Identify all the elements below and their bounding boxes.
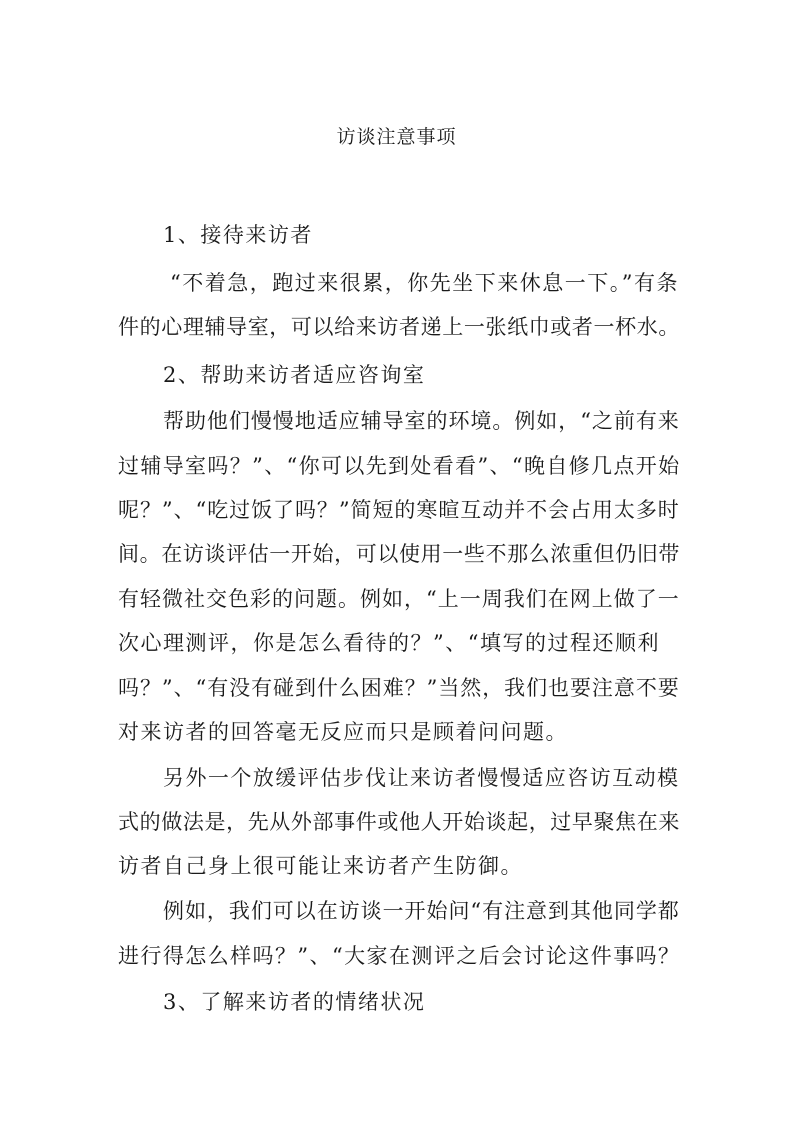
- paragraph-line: 吗？”、“有没有碰到什么困难？”当然，我们也要注意不要: [118, 676, 680, 700]
- paragraph-line: 式的做法是，先从外部事件或他人开始谈起，过早聚焦在来: [118, 810, 680, 834]
- paragraph-line: 例如，我们可以在访谈一开始问“有注意到其他同学都: [163, 899, 680, 923]
- section3-heading: 3、了解来访者的情绪状况: [163, 990, 426, 1014]
- paragraph-line: 呢？”、“吃过饭了吗？”简短的寒暄互动并不会占用太多时: [118, 498, 680, 522]
- paragraph-line: 另外一个放缓评估步伐让来访者慢慢适应咨访互动模: [163, 766, 680, 790]
- paragraph-line: 访者自己身上很可能让来访者产生防御。: [118, 854, 523, 878]
- paragraph-line: 有轻微社交色彩的问题。例如，“上一周我们在网上做了一: [118, 587, 680, 611]
- section1-heading: 1、接待来访者: [163, 223, 313, 247]
- paragraph-line: 次心理测评，你是怎么看待的？”、“填写的过程还顺利: [118, 631, 660, 655]
- paragraph-line: “不着急，跑过来很累，你先坐下来休息一下。”有条: [170, 271, 679, 295]
- paragraph-line: 间。在访谈评估一开始，可以使用一些不那么浓重但仍旧带: [118, 542, 680, 566]
- paragraph-line: 件的心理辅导室，可以给来访者递上一张纸巾或者一杯水。: [118, 315, 680, 339]
- paragraph-line: 帮助他们慢慢地适应辅导室的环境。例如，“之前有来: [163, 409, 680, 433]
- paragraph-line: 对来访者的回答毫无反应而只是顾着问问题。: [118, 720, 568, 744]
- section2-heading: 2、帮助来访者适应咨询室: [163, 363, 426, 387]
- paragraph-line: 进行得怎么样吗？”、“大家在测评之后会讨论这件事吗？: [118, 944, 681, 968]
- document-title: 访谈注意事项: [336, 126, 457, 148]
- paragraph-line: 过辅导室吗？”、“你可以先到处看看”、“晚自修几点开始: [118, 454, 681, 478]
